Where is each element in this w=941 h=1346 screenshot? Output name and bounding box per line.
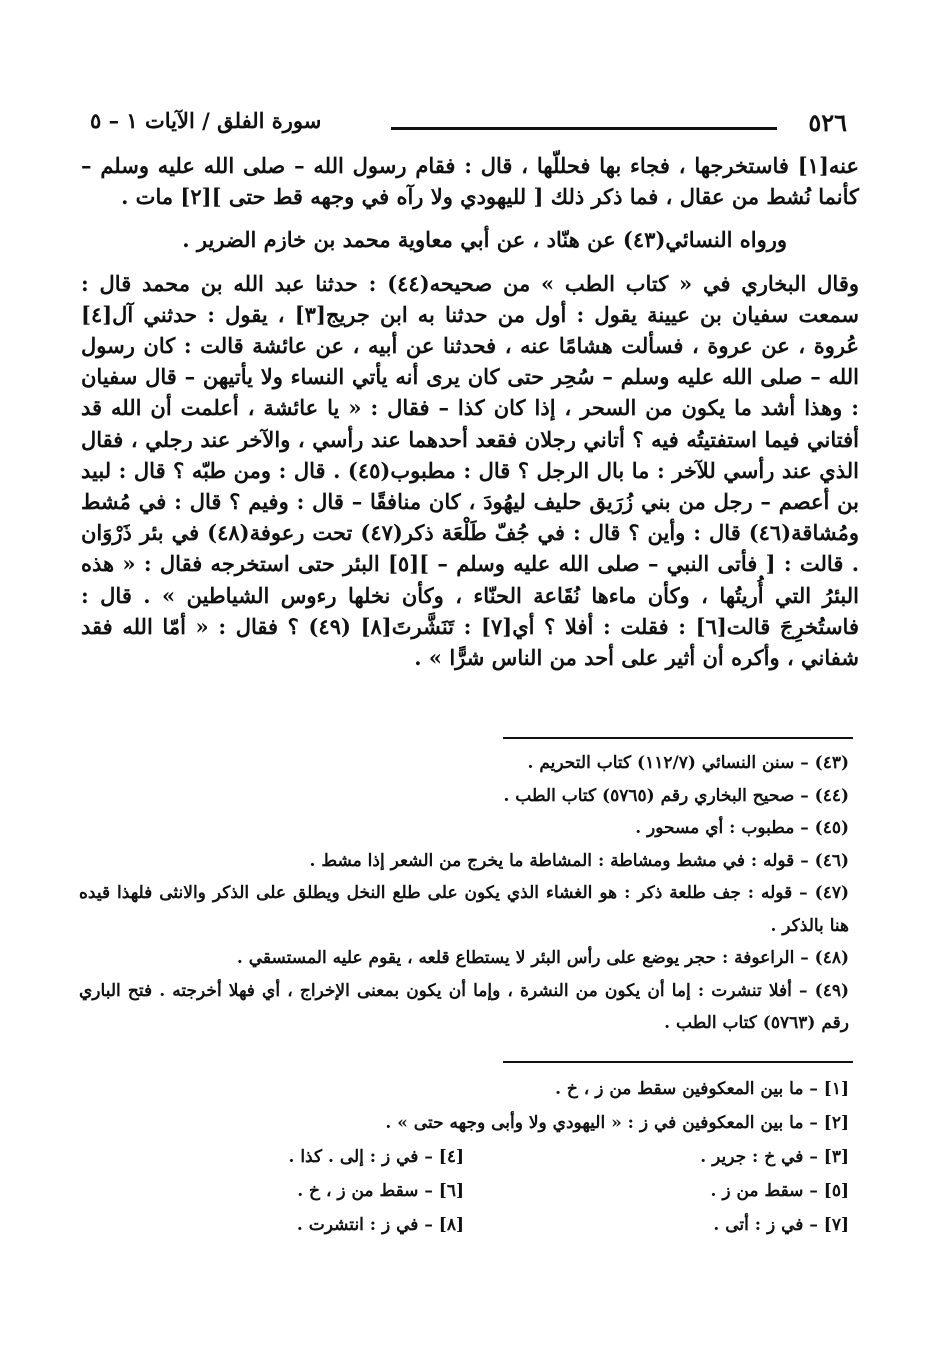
variants-rule xyxy=(503,1061,853,1063)
paragraph: عنه[١] فاستخرجها ، فجاء بها فحللّها ، قال : فقام رسول الله – صلى الله عليه وسلم – كأنما نُشط من عقال ، فما ذكر ذلك [ لليهودي ولا رآه في وجهه قط حتى ][٢] مات . xyxy=(81,153,859,210)
variant-note: [٤] – في ز : إلى . كذا . xyxy=(288,1147,464,1167)
page-number: ٥٢٦ xyxy=(808,108,847,137)
footnote: (٤٥) – مطبوب : أي مسحور . xyxy=(635,818,849,838)
variant-row xyxy=(79,1140,849,1174)
variant-note: [٢] – ما بين المعكوفين في ز : « اليهودي ولا وأبى وجهه حتى » . xyxy=(385,1113,849,1133)
variant-note: [٧] – في ز : أتى . xyxy=(713,1215,849,1235)
surah-title: سورة الفلق / الآيات ١ – ٥ xyxy=(90,108,322,133)
footnote-rule xyxy=(503,737,853,739)
variant-note: [٣] – في خ : جرير . xyxy=(700,1147,849,1167)
variant-note: [١] – ما بين المعكوفين سقط من ز ، خ . xyxy=(555,1079,849,1099)
footnote: (٤٧) – قوله : جف طلعة ذكر : هو الغشاء الذي يكون على طلع النخل ويطلق على الذكر والانثى فلهذا قيده هنا بالذكر . xyxy=(79,883,849,936)
footnote: (٤٤) – صحيح البخاري رقم (٥٧٦٥) كتاب الطب . xyxy=(503,785,849,806)
running-head xyxy=(80,108,861,148)
variant-row xyxy=(79,1174,849,1208)
header-rule xyxy=(391,127,777,130)
footnote: (٤٦) – قوله : في مشط ومشاطة : المشاطة ما يخرج من الشعر إذا مشط . xyxy=(309,850,849,871)
variant-row xyxy=(79,1208,849,1242)
variant-note: [٨] – في ز : انتشرت . xyxy=(296,1215,464,1235)
paragraph: ورواه النسائي(٤٣) عن هنّاد ، عن أبي معاوية محمد بن خازم الضرير . xyxy=(182,227,787,253)
footnote: (٤٨) – الراعوفة : حجر يوضع على رأس البئر لا يستطاع قلعه ، يقوم عليه المستسقي . xyxy=(236,948,849,968)
main-text xyxy=(81,150,859,685)
footnote: (٤٣) – سنن النسائي (١١٢/٧) كتاب التحريم . xyxy=(527,753,849,773)
variant-note: [٦] – سقط من ز ، خ . xyxy=(297,1181,464,1201)
footnotes xyxy=(79,747,849,1040)
manuscript-variants xyxy=(79,1072,849,1242)
variant-note: [٥] – سقط من ز . xyxy=(710,1181,849,1201)
footnote: (٤٩) – أفلا تنشرت : إما أن يكون من النشرة ، وإما أن يكون بمعنى الإخراج ، أي فهلا أخرجته . فتح الباري رقم (٥٧٦٣) كتاب الطب . xyxy=(79,980,849,1033)
paragraph: وقال البخاري في « كتاب الطب » من صحيحه(٤٤) : حدثنا عبد الله بن محمد قال : سمعت سفيان بن عيينة يقول : أول من حدثنا به ابن جريج[٣] ، يقول : حدثني آل[٤] عُروة ، عن عروة ، فسألت هشامًا عنه ، فحدثنا عن أبيه ، عن عائشة قالت : كان رسول الله – صلى الله عليه وسلم – سُحِر حتى كان يرى أنه يأتي النساء ولا يأتيهن – قال سفيان : وهذا أشد ما يكون من السحر ، إذا كان كذا – فقال : « يا عائشة ، أعلمت أن الله قد أفتاني فيما استفتيتُه فيه ؟ أتاني رجلان فقعد أحدهما عند رأسي ، والآخر عند رجلي ، فقال الذي عند رأسي للآخر : ما بال الرجل ؟ قال : مطبوب(٤٥) . قال : ومن طبّه ؟ قال : لبيد بن أعصم – رجل من بني زُرَيق حليف ليهُودَ ، كان منافقًا – قال : وفيم ؟ قال : في مُشط ومُشاقة(٤٦) قال : وأين ؟ قال : في جُفّ طَلْعَة ذكر(٤٧) تحت رعوفة(٤٨) في بئر ذَرْوَان . قالت : [ فأتى النبي – صلى الله عليه وسلم – ][٥] البئر حتى استخرجه فقال : « هذه البئرُ التي أُريتُها ، وكأن ماءها نُقَاعة الحنّاء ، وكأن نخلها رءوس الشياطين » . قال : فاستُخرِجَ قالت[٦] : فقلت : أفلا ؟ أي[٧] : تَنَشَّرتَ[٨] (٤٩) ؟ فقال : « أمّا الله فقد شفاني ، وأكره أن أثير على أحد من الناس شرًّا » . xyxy=(81,270,860,671)
